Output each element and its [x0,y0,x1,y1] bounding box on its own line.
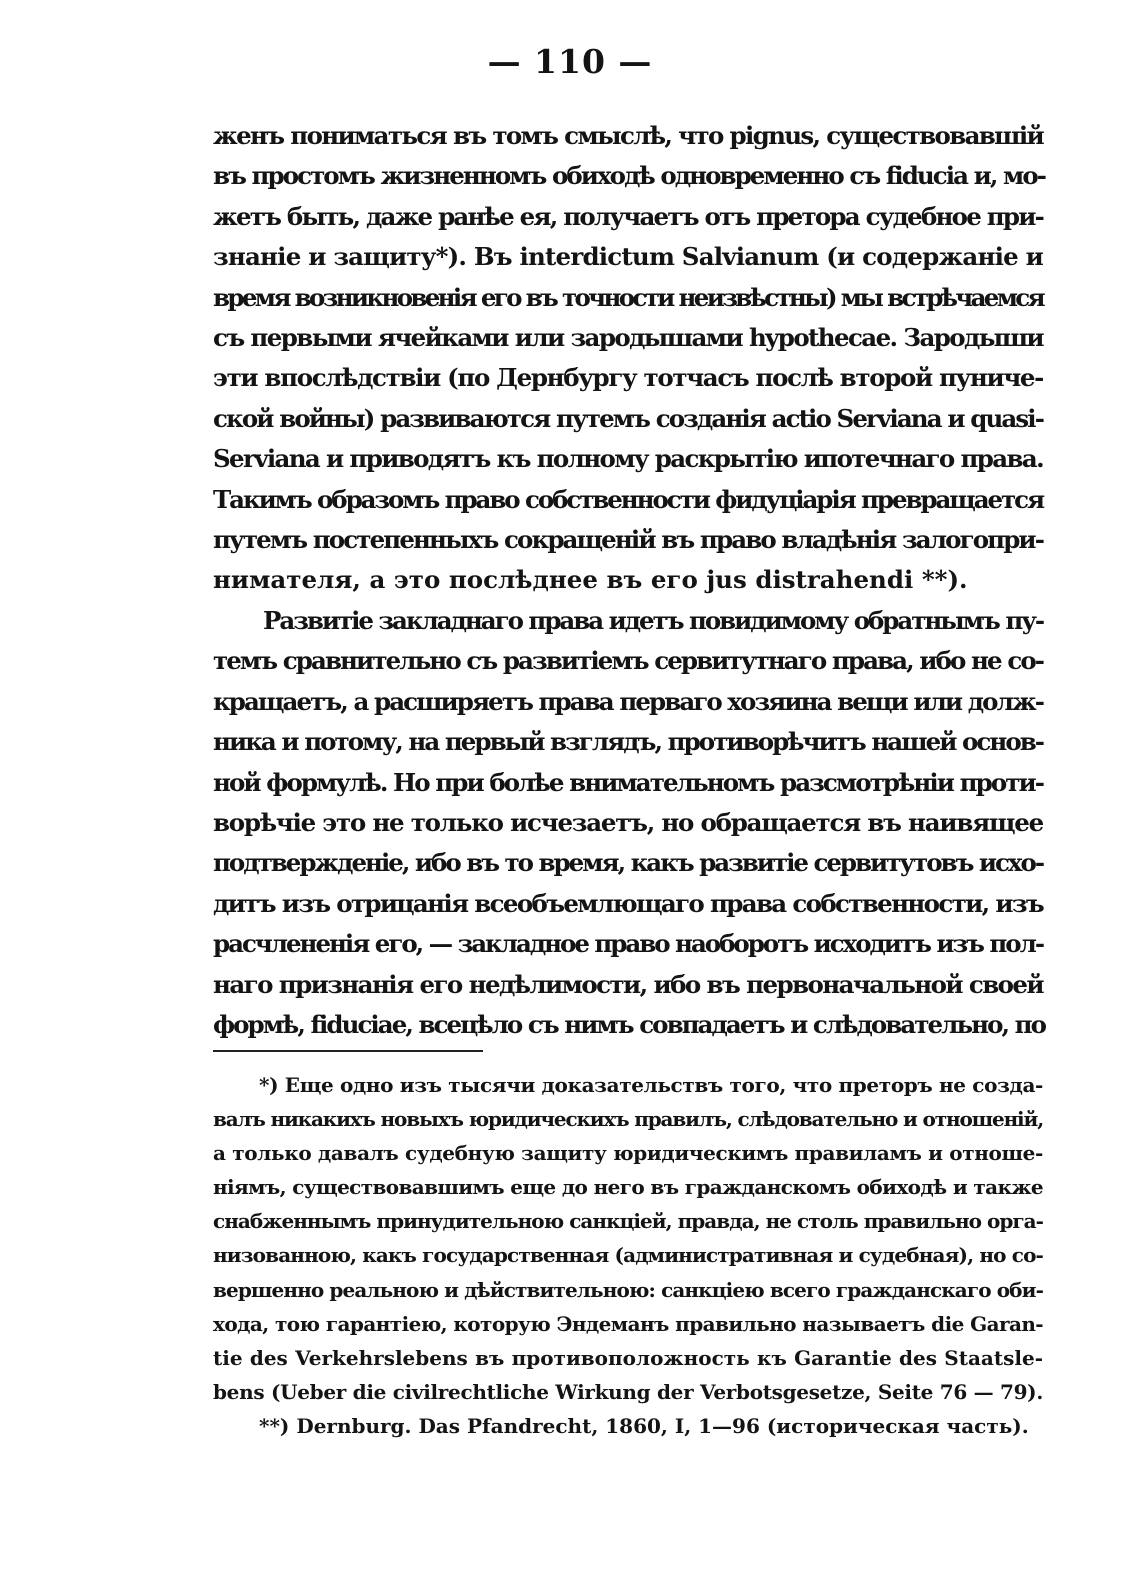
footnote-line: tie des Verkehrslebens въ противоположность къ Garantie des Staatsle- [213,1345,1043,1370]
text-line: Serviana и приводятъ къ полному раскрытію ипотечнаго права. [213,444,1043,474]
text-line: расчлененія его, — закладное право наоборотъ исходитъ изъ пол- [213,929,1043,959]
footnote-line: вершенно реальною и дѣйствительною: санкціею всего гражданскаго оби- [213,1277,1043,1302]
text-line: темъ сравнительно съ развитіемъ сервитутнаго права, ибо не со- [213,646,1043,676]
text-line: ской войны) развиваются путемъ созданія actio Serviana и quasi- [213,403,1043,433]
footnote-line: *) Еще одно изъ тысячи доказательствъ того, что преторъ не созда- [259,1073,1043,1097]
footnote-divider [213,1050,483,1052]
text-line: дитъ изъ отрицанія всеобъемлющаго права собственности, изъ [213,888,1043,918]
text-line: время возникновенія его въ точности неизвѣстны) мы встрѣчаемся [213,282,1043,312]
text-line: подтвержденіе, ибо въ то время, какъ развитіе сервитутовъ исхо- [213,848,1044,878]
text-line: нимателя, а это послѣднее въ его jus distrahendi **). [213,565,968,595]
text-line: формѣ, fiduciae, всецѣло съ нимъ совпадаетъ и слѣдовательно, по [213,1009,1046,1039]
text-line: наго признанія его недѣлимости, ибо въ первоначальной своей [213,969,1043,999]
text-line: Такимъ образомъ право собственности фидуціарія превращается [213,484,1043,514]
footnote-line: снабженнымъ принудительною санкціей, правда, не столь правильно орга- [213,1209,1043,1234]
page-number: — 110 — [487,42,653,81]
footnote-line: а только давалъ судебную защиту юридическимъ правиламъ и отноше- [213,1141,1043,1166]
footnote-line: низованною, какъ государственная (административная и судебная), но со- [213,1243,1043,1268]
footnote-line: bens (Ueber die civilrechtliche Wirkung der Verbotsgesetze, Seite 76 — 79). [213,1379,1043,1404]
text-line: путемъ постепенныхъ сокращеній въ право владѣнія залогопри- [213,525,1043,555]
footnote-line: **) Dernburg. Das Pfandrecht, 1860, I, 1—96 (историческая часть). [259,1413,1029,1438]
footnote-line: ніямъ, существовавшимъ еще до него въ гражданскомъ обиходѣ и также [213,1175,1043,1200]
text-line: эти впослѣдствіи (по Дернбургу тотчасъ послѣ второй пуниче- [213,363,1043,393]
text-line: кращаетъ, а расширяетъ права перваго хозяина вещи или долж- [213,686,1043,716]
text-line: въ простомъ жизненномъ обиходѣ одновременно съ fiducia и, мо- [213,161,1046,191]
paragraph-start-line: Развитіе закладнаго права идетъ повидимому обратнымъ пу- [263,605,1043,635]
text-line: съ первыми ячейками или зародышами hypothecae. Зародыши [213,323,1043,353]
text-line: знаніе и защиту*). Въ interdictum Salvianum (и содержаніе и [213,242,1043,272]
main-text [213,116,1046,1045]
text-line: ворѣчіе это не только исчезаетъ, но обращается въ наивящее [213,807,1043,837]
footnote-line: хода, тою гарантіею, которую Эндеманъ правильно называетъ die Garan- [213,1311,1043,1336]
footnote-line: валъ никакихъ новыхъ юридическихъ правилъ, слѣдовательно и отношеній, [213,1107,1044,1132]
footnotes [213,1068,1043,1443]
text-line: ника и потому, на первый взглядъ, противорѣчитъ нашей основ- [213,727,1043,757]
text-line: женъ пониматься въ томъ смыслѣ, что pignus, существовавшій [213,121,1043,150]
text-line: жетъ быть, даже ранѣе ея, получаетъ отъ претора судебное при- [213,201,1043,231]
text-line: ной формулѣ. Но при болѣе внимательномъ разсмотрѣніи проти- [213,767,1043,797]
